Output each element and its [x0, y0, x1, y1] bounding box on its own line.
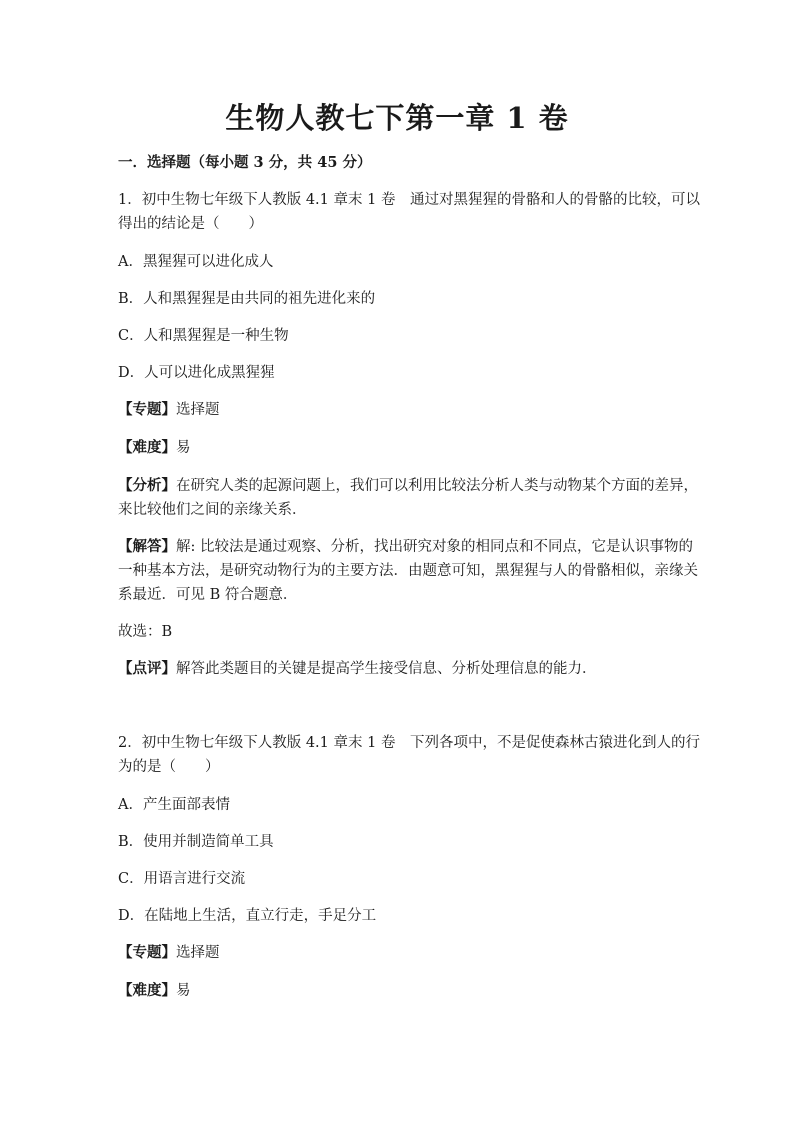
- q1-analysis-text-1: 在研究人类的起源问题上，我们可以利用比较法分析人类与动物某个方面的差异，: [176, 478, 698, 494]
- q1-option-b: B．人和黑猩猩是由共同的祖先进化来的: [118, 291, 376, 307]
- q1-comment: [118, 657, 597, 681]
- q2-stem-line-2: 为的是（ ）: [118, 759, 220, 775]
- q1-answer-tag: 【解答】: [118, 538, 176, 555]
- q2-difficulty: [118, 979, 191, 1003]
- q1-topic-value: 选择题: [176, 402, 220, 418]
- q1-option-c: C．人和黑猩猩是一种生物: [118, 328, 289, 344]
- q1-analysis-line-1: [118, 474, 698, 498]
- q1-stem-line-1: 1．初中生物七年级下人教版 4.1 章末 1 卷 通过对黑猩猩的骨骼和人的骨骼的比较，可以: [118, 192, 700, 208]
- q1-answer-line-3: 系最近．可见 B 符合题意．: [118, 587, 298, 603]
- q1-analysis-line-2: 来比较他们之间的亲缘关系．: [118, 502, 307, 518]
- section-heading: 一．选择题（每小题 3 分，共 45 分）: [118, 154, 372, 171]
- q1-topic-tag: 【专题】: [118, 401, 176, 418]
- q1-comment-tag: 【点评】: [118, 660, 176, 677]
- q1-difficulty-tag: 【难度】: [118, 439, 176, 456]
- page-title: 生物人教七下第一章 1 卷: [225, 101, 569, 135]
- q2-difficulty-tag: 【难度】: [118, 982, 176, 999]
- q2-option-b: B．使用并制造简单工具: [118, 834, 274, 850]
- q1-option-d: D．人可以进化成黑猩猩: [118, 365, 275, 381]
- q1-difficulty: [118, 436, 191, 460]
- q1-answer-text-1: 解: 比较法是通过观察、分析，找出研究对象的相同点和不同点，它是认识事物的: [176, 539, 693, 555]
- q2-option-a: A．产生面部表情: [118, 797, 230, 813]
- q1-analysis-tag: 【分析】: [118, 477, 176, 494]
- q1-comment-text: 解答此类题目的关键是提高学生接受信息、分析处理信息的能力．: [176, 661, 597, 677]
- q2-difficulty-value: 易: [176, 983, 191, 999]
- q2-topic: [118, 941, 220, 965]
- q2-option-c: C．用语言进行交流: [118, 871, 246, 887]
- q1-difficulty-value: 易: [176, 440, 191, 456]
- q1-answer-line-1: [118, 535, 693, 559]
- q2-option-d: D．在陆地上生活，直立行走，手足分工: [118, 908, 377, 924]
- q1-option-a: A．黑猩猩可以进化成人: [118, 254, 274, 270]
- q1-choice: 故选：B: [118, 624, 173, 640]
- q2-topic-tag: 【专题】: [118, 944, 176, 961]
- q1-stem-line-2: 得出的结论是（ ）: [118, 216, 263, 232]
- q1-answer-line-2: 一种基本方法，是研究动物行为的主要方法．由题意可知，黑猩猩与人的骨骼相似，亲缘关: [118, 563, 698, 579]
- q1-topic: [118, 398, 220, 422]
- q2-topic-value: 选择题: [176, 945, 220, 961]
- q2-stem-line-1: 2．初中生物七年级下人教版 4.1 章末 1 卷 下列各项中，不是促使森林古猿进化到人的行: [118, 735, 700, 751]
